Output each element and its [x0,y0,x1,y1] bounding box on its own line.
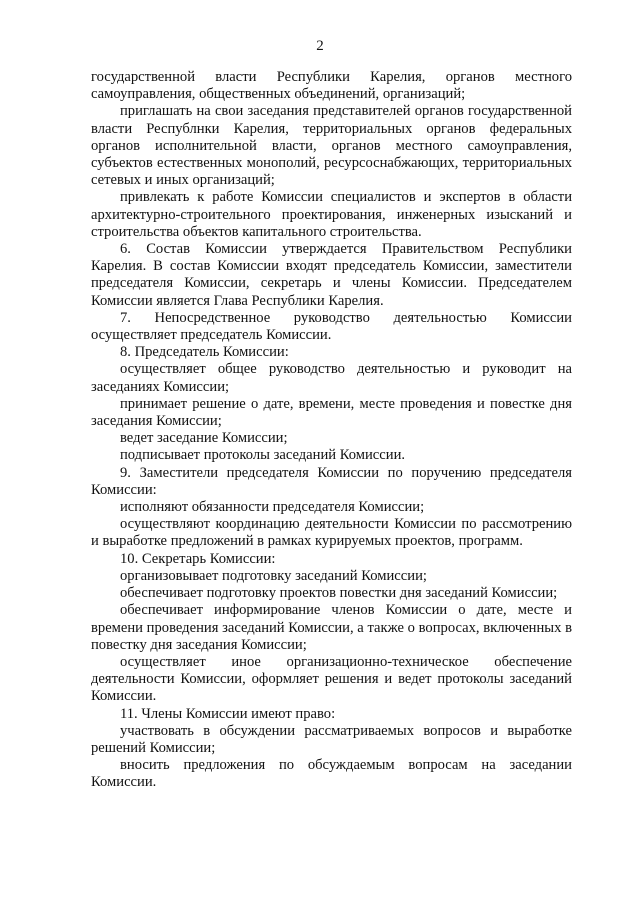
document-body [91,69,572,792]
paragraph: принимает решение о дате, времени, месте проведения и повестке дня заседания Комиссии; [91,395,572,430]
paragraph: 8. Председатель Комиссии: [120,344,289,361]
paragraph: осуществляет иное организационно-техническое обеспечение деятельности Комиссии, оформляет решения и ведет протоколы заседаний Комиссии. [91,653,572,705]
paragraph: обеспечивает информирование членов Комиссии о дате, месте и времени проведения заседаний Комиссии, а также о вопросах, включенных в повестку дня заседания Комиссии; [91,602,572,653]
paragraph: осуществляет общее руководство деятельностью и руководит на заседаниях Комиссии; [91,361,572,395]
paragraph: исполняют обязанности председателя Комиссии; [120,499,425,516]
paragraph: обеспечивает подготовку проектов повестки дня заседаний Комиссии; [120,585,558,602]
paragraph: участвовать в обсуждении рассматриваемых вопросов и выработке решений Комиссии; [91,722,572,756]
paragraph: подписывает протоколы заседаний Комиссии. [120,447,406,464]
paragraph: 10. Секретарь Комиссии: [120,550,276,567]
paragraph: привлекать к работе Комиссии специалистов и экспертов в области архитектурно-строительного проектирования, инженерных изысканий и строительства объектов капитального строительства. [91,189,572,240]
paragraph: ведет заседание Комиссии; [120,430,288,447]
paragraph: 11. Члены Комиссии имеют право: [120,705,336,722]
page-number: 2 [316,38,324,54]
paragraph: осуществляют координацию деятельности Комиссии по рассмотрению и выработке предложений в рамках курируемых проектов, программ. [91,516,572,550]
paragraph: 7. Непосредственное руководство деятельностью Комиссии осуществляет председатель Комиссии. [91,309,572,344]
paragraph: 9. Заместители председателя Комиссии по поручению председателя Комиссии: [91,464,572,498]
paragraph: организовывает подготовку заседаний Комиссии; [120,567,427,584]
paragraph: вносить предложения по обсуждаемым вопросам на заседании Комиссии. [91,757,572,791]
paragraph: 6. Состав Комиссии утверждается Правительством Республики Карелия. В состав Комиссии входят председатель Комиссии, заместители председателя Комиссии, секретарь и члены Комиссии. Председателем Комиссии является Глава Республики Карелия. [91,241,572,309]
paragraph: приглашать на свои заседания представителей органов государственной власти Республнки Карелия, территориальных органов федеральных органов исполнительной власти, органов местного самоуправления, субъектов естественных монополий, ресурсоснабжающих, территориальных сетевых и иных организаций; [91,103,572,189]
paragraph: государственной власти Республики Карелия, органов местного самоуправления, общественных объединений, организаций; [91,69,572,103]
